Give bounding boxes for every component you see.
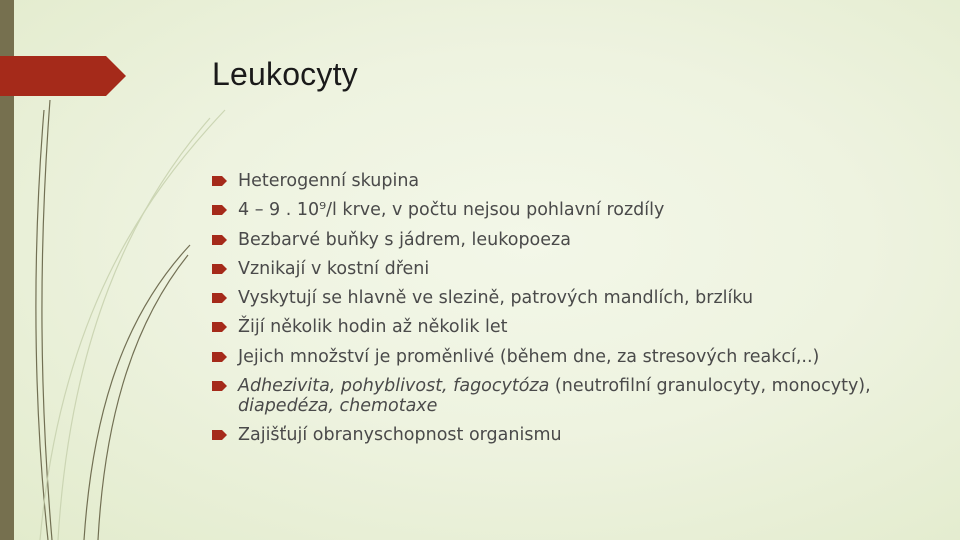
bullet-item [212,288,912,308]
bullet-item [212,347,912,367]
bullet-text [238,317,912,337]
arrow-bullet-icon [212,264,227,274]
bullet-text [238,230,912,250]
slide-title: Leukocyty [212,56,358,92]
arrow-bullet-icon [212,235,227,245]
bullet-text-segment: Heterogenní skupina [238,171,420,191]
bullet-text-italic: diapedéza, chemotaxe [238,396,438,417]
arrow-bullet-icon [212,381,227,391]
bullet-text-segment: Žijí několik hodin až několik let [238,317,508,338]
bullet-item [212,376,912,416]
bullet-list [212,171,912,455]
bullet-item [212,425,912,445]
bullet-text [238,259,912,279]
bullet-text [238,288,912,308]
arrow-bullet-icon [212,352,227,362]
title-accent-tab [0,56,126,96]
bullet-item [212,200,912,220]
bullet-text [238,347,912,367]
bullet-item [212,317,912,337]
arrow-bullet-icon [212,205,227,215]
bullet-text-segment: (neutrofilní granulocyty, monocyty), [549,376,871,397]
bullet-text-segment: Vyskytují se hlavně ve slezině, patrových mandlích, brzlíku [238,288,754,309]
bullet-text [238,200,912,220]
bullet-item [212,230,912,250]
bullet-item [212,259,912,279]
bullet-text [238,171,912,191]
bullet-text-italic: Adhezivita, pohyblivost, fagocytóza [238,376,550,397]
bullet-text-segment: Zajišťují obranyschopnost organismu [238,425,562,446]
arrow-bullet-icon [212,430,227,440]
arrow-bullet-icon [212,322,227,332]
arrow-bullet-icon [212,293,227,303]
bullet-text [238,376,912,416]
bullet-text-segment: 4 – 9 . 10⁹/l krve, v počtu nejsou pohlavní rozdíly [238,200,665,221]
bullet-text [238,425,912,445]
bullet-text-segment: Vznikají v kostní dřeni [238,258,430,279]
arrow-bullet-icon [212,176,227,186]
bullet-item [212,171,912,191]
bullet-text-segment: Jejich množství je proměnlivé (během dne, za stresových reakcí,..) [238,346,820,367]
bullet-text-segment: Bezbarvé buňky s jádrem, leukopoeza [238,229,571,250]
